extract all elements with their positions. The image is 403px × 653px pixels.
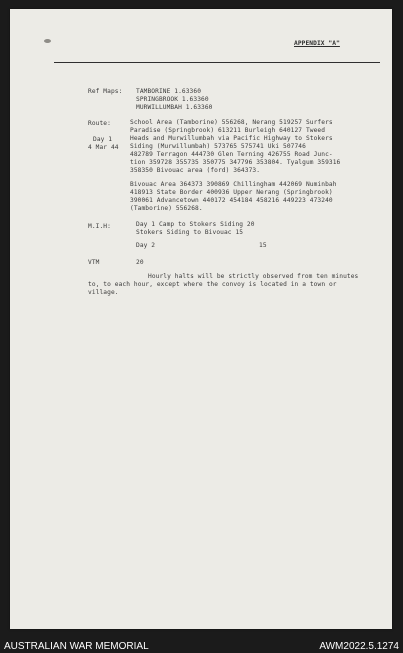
- ref-map-line: MURWILLUMBAH 1.63360: [136, 104, 213, 111]
- route-line: Paradise (Springbrook) 613211 Burleigh 640127 Tweed: [130, 127, 326, 134]
- day1-label: Day 1: [93, 136, 113, 143]
- route-line: Siding (Murwillumbah) 573765 575741 Uki 507746: [130, 143, 306, 150]
- bivouac-line: 390061 Advancetown 440172 454184 458216 449223 473240: [130, 197, 333, 204]
- day2-value: 15: [259, 242, 267, 249]
- route-line: tion 359728 355735 350775 347796 353804. Tyalgum 359316: [130, 159, 341, 166]
- bivouac-line: (Tamborine) 556268.: [130, 205, 203, 212]
- bivouac-line: Bivouac Area 364373 390869 Chillingham 442069 Numinbah: [130, 181, 337, 188]
- ref-map-line: TAMBORINE 1.63360: [136, 88, 202, 95]
- halts-line: village.: [88, 289, 119, 296]
- punch-hole: [44, 39, 51, 43]
- ref-map-line: SPRINGBROOK 1.63360: [136, 96, 209, 103]
- ref-maps-label: Ref Maps:: [88, 88, 123, 95]
- footer-right: AWM2022.5.1274: [319, 641, 399, 652]
- vtm-label: VTM: [88, 259, 100, 266]
- halts-line: Hourly halts will be strictly observed from ten minutes: [148, 273, 359, 280]
- day1-date: 4 Mar 44: [88, 144, 119, 151]
- header-rule: [54, 62, 380, 63]
- route-label: Route:: [88, 120, 111, 127]
- mih-line: Stokers Siding to Bivouac 15: [136, 229, 244, 236]
- mih-label: M.I.H:: [88, 223, 111, 230]
- route-line: 358350 Bivouac area (ford) 364373.: [130, 167, 261, 174]
- appendix-heading: APPENDIX "A": [294, 40, 340, 47]
- route-line: Heads and Murwillumbah via Pacific Highway to Stokers: [130, 135, 333, 142]
- mih-line: Day 1 Camp to Stokers Siding 20: [136, 221, 255, 228]
- route-line: 482789 Terragon 444730 Glen Terning 426755 Road Junc-: [130, 151, 333, 158]
- route-line: School Area (Tamborine) 556268, Nerang 519257 Surfers: [130, 119, 333, 126]
- halts-line: to, to each hour, except where the convoy is located in a town or: [88, 281, 337, 288]
- footer-left: AUSTRALIAN WAR MEMORIAL: [4, 641, 149, 652]
- bivouac-line: 418913 State Border 400936 Upper Nerang (Springbrook): [130, 189, 333, 196]
- day2-label: Day 2: [136, 242, 156, 249]
- vtm-value: 20: [136, 259, 144, 266]
